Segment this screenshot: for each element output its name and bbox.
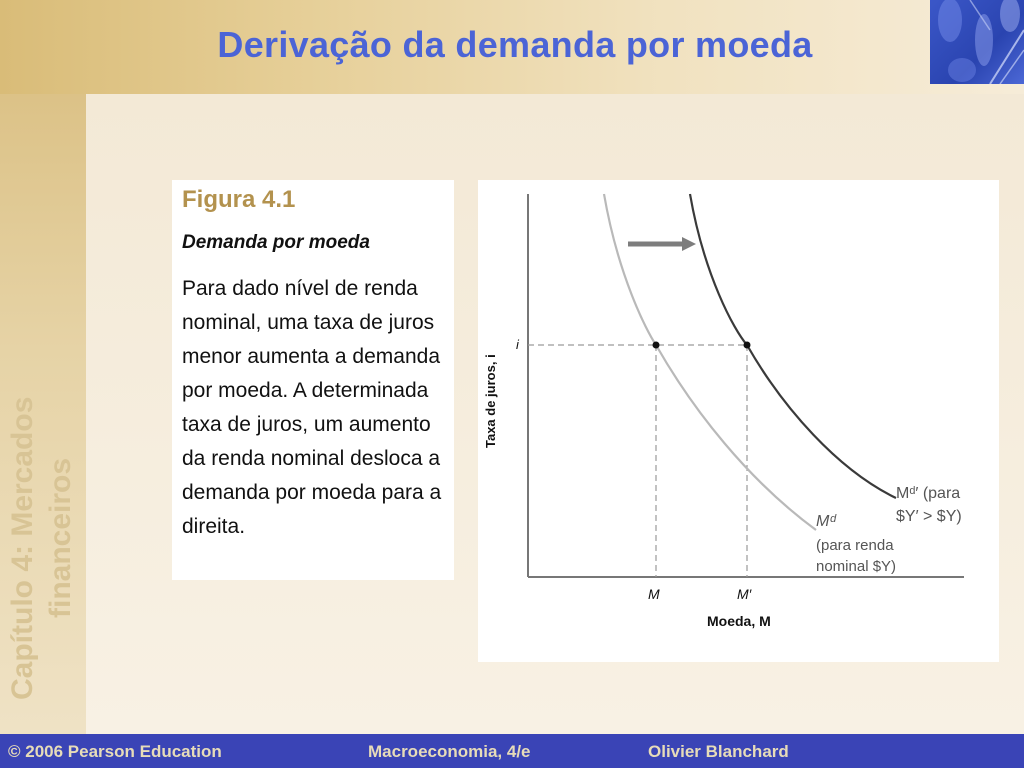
y-axis-label: Taxa de juros, i [483, 354, 498, 448]
slide-title: Derivação da demanda por moeda [217, 24, 813, 65]
curve2-label: Mᵈ′ (para [896, 485, 961, 502]
figure-title: Demanda por moeda [182, 232, 370, 253]
footer-book: Macroeconomia, 4/e [368, 742, 531, 761]
shifted-money-demand-curve [690, 194, 896, 498]
figure-description: Para dado nível de renda nominal, uma taxa de juros menor aumenta a demanda por moeda. A determinada taxa de juros, um aumento da renda nominal desloca a demanda por moeda para a direita. [182, 277, 442, 538]
chart-panel [478, 180, 999, 662]
shift-arrow-icon [682, 237, 696, 251]
chapter-label-line2: financeiros [44, 457, 77, 618]
x-axis-label: Moeda, M [707, 613, 771, 629]
chapter-label [4, 280, 80, 700]
figure-caption-panel [172, 180, 454, 580]
money-demand-chart [478, 180, 999, 662]
curve1-label-line3: nominal $Y) [816, 558, 897, 575]
footer-copyright: © 2006 Pearson Education [8, 742, 222, 761]
y-tick-i: i [516, 337, 519, 352]
equilibrium-point-m-prime [744, 342, 751, 349]
figure-number: Figura 4.1 [182, 186, 296, 213]
curve1-label-line2: (para renda [816, 537, 894, 554]
footer-author: Olivier Blanchard [648, 742, 789, 761]
curve1-label: Mᵈ [816, 513, 836, 530]
chapter-label-line1: Capítulo 4: Mercados [6, 396, 39, 700]
footer-bar [0, 734, 1024, 768]
curve2-label-line2: $Y′ > $Y) [896, 508, 962, 525]
equilibrium-point-m [653, 342, 660, 349]
x-tick-m: M [648, 586, 660, 602]
x-tick-m-prime: M′ [737, 586, 752, 602]
